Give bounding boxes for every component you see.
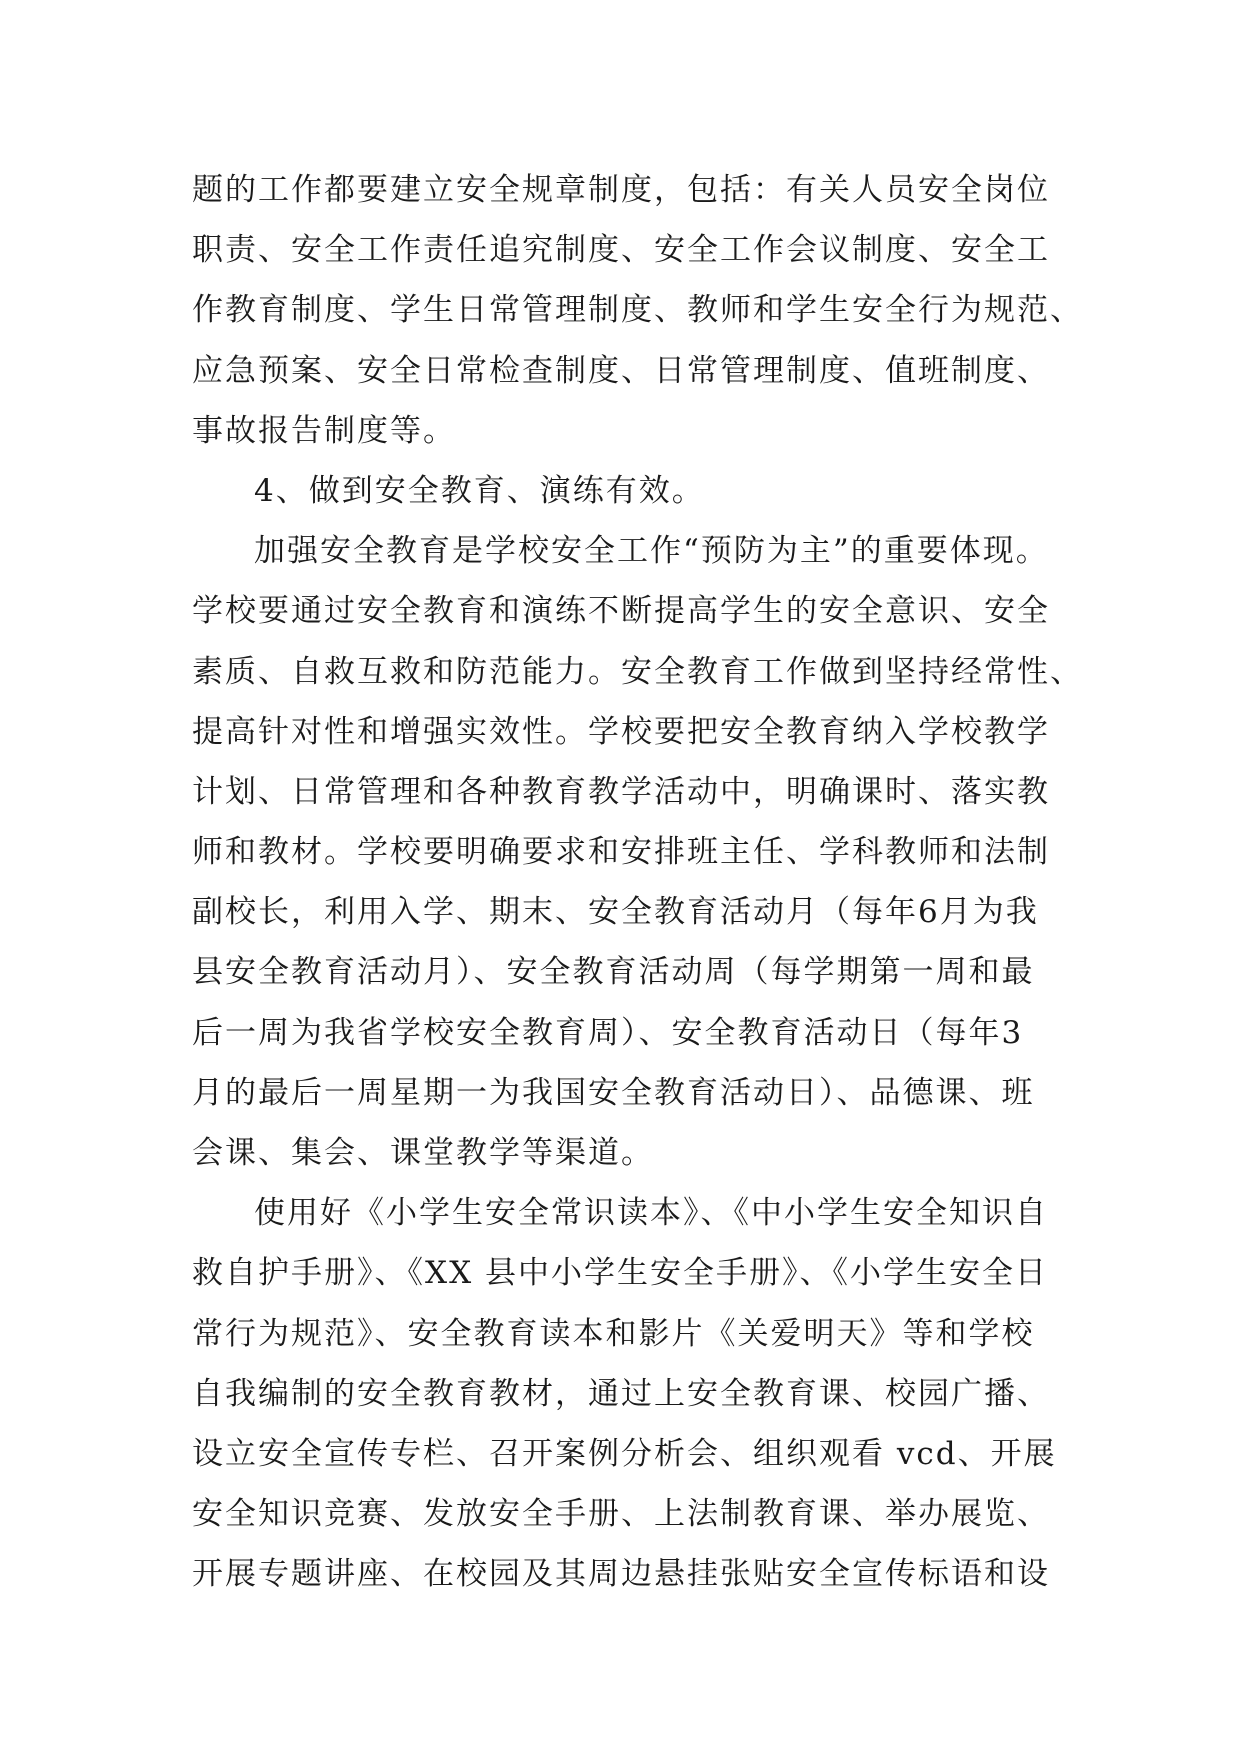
text-line: 素质、自救互救和防范能力。安全教育工作做到坚持经常性、: [192, 653, 1083, 690]
text-line: 事故报告制度等。: [192, 412, 456, 449]
text-line: 安全知识竞赛、发放安全手册、上法制教育课、举办展览、: [192, 1496, 1050, 1533]
body-text: [192, 160, 1083, 1605]
text-line: 月的最后一周星期一为我国安全教育活动日）、品德课、班: [192, 1074, 1035, 1111]
text-line: 自我编制的安全教育教材，通过上安全教育课、校园广播、: [192, 1375, 1050, 1412]
text-line: 职责、安全工作责任追究制度、安全工作会议制度、安全工: [192, 232, 1050, 269]
text-line: 使用好《小学生安全常识读本》、《中小学生安全知识自: [254, 1195, 1048, 1232]
text-line: 提高针对性和增强实效性。学校要把安全教育纳入学校教学: [192, 713, 1050, 750]
text-line: 师和教材。学校要明确要求和安排班主任、学科教师和法制: [192, 834, 1050, 871]
text-line: 题的工作都要建立安全规章制度，包括：有关人员安全岗位: [192, 172, 1050, 208]
text-line: 会课、集会、课堂教学等渠道。: [192, 1135, 654, 1171]
text-line: 开展专题讲座、在校园及其周边悬挂张贴安全宣传标语和设: [192, 1556, 1050, 1593]
text-line: 救自护手册》、《XX 县中小学生安全手册》、《小学生安全日: [192, 1255, 1048, 1292]
text-line: 设立安全宣传专栏、召开案例分析会、组织观看 vcd、开展: [192, 1435, 1057, 1472]
text-line: 4、做到安全教育、演练有效。: [254, 472, 705, 509]
text-line: 后一周为我省学校安全教育周）、安全教育活动日（每年3: [192, 1014, 1024, 1051]
text-line: 常行为规范》、安全教育读本和影片《关爱明天》等和学校: [192, 1315, 1035, 1352]
text-line: 应急预案、安全日常检查制度、日常管理制度、值班制度、: [192, 352, 1050, 389]
text-line: 学校要通过安全教育和演练不断提高学生的安全意识、安全: [192, 593, 1050, 630]
text-line: 计划、日常管理和各种教育教学活动中，明确课时、落实教: [192, 773, 1050, 810]
text-line: 县安全教育活动月）、安全教育活动周（每学期第一周和最: [192, 954, 1035, 991]
text-line: 副校长，利用入学、期末、安全教育活动月（每年6月为我: [192, 894, 1039, 931]
text-line: 作教育制度、学生日常管理制度、教师和学生安全行为规范、: [192, 292, 1083, 329]
text-line: 加强安全教育是学校安全工作“预防为主”的重要体现。: [254, 533, 1049, 570]
